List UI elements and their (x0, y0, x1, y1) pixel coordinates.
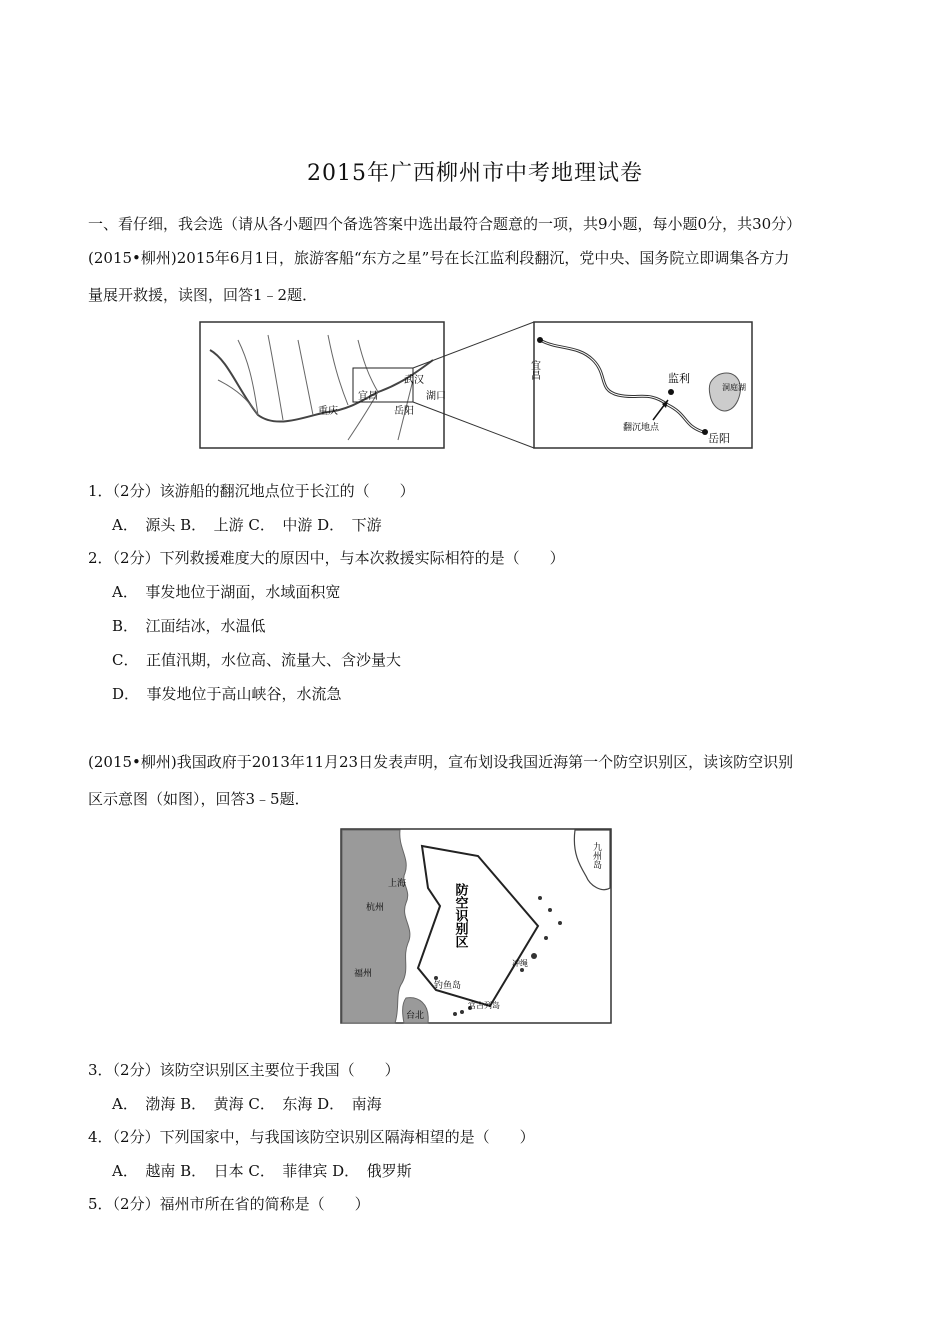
map-label: 岳阳 (394, 406, 414, 417)
question-stem: 1．（2分）该游船的翻沉地点位于长江的（ ） (88, 482, 415, 500)
yangtze-map-figure (198, 320, 754, 450)
map-label: 重庆 (318, 406, 338, 417)
map-label: 宜昌 (358, 391, 378, 402)
question-stem: 3．（2分）该防空识别区主要位于我国（ ） (88, 1061, 400, 1079)
inset-label: 洞庭湖 (722, 383, 746, 392)
map-label: 上海 (388, 879, 407, 889)
map-label: 福州 (354, 969, 373, 979)
map-label: 九州岛 (591, 842, 601, 869)
answer-option: A． 事发地位于湖面，水域面积宽 (112, 583, 341, 601)
section-heading: 一、看仔细，我会选（请从各小题四个备选答案中选出最符合题意的一项，共9小题，每小题0分，共30分） (88, 215, 802, 233)
question-stem: 4．（2分）下列国家中，与我国该防空识别区隔海相望的是（ ） (88, 1128, 535, 1146)
inset-label: 岳阳 (708, 432, 730, 445)
map-label: 钓鱼岛 (434, 981, 462, 991)
zone-label: 防空识别区 (452, 883, 468, 948)
inset-label: 翻沉地点 (623, 423, 660, 433)
intro-text-line: (2015•柳州)2015年6月1日，旅游客船“东方之星”号在长江监利段翻沉，党中央、国务院立即调集各方力 (88, 249, 790, 267)
answer-options: A． 渤海 B． 黄海 C． 东海 D． 南海 (112, 1095, 382, 1113)
map-label: 湖口 (426, 391, 446, 402)
inset-label: 宜昌 (528, 360, 540, 380)
answer-options: A． 越南 B． 日本 C． 菲律宾 D． 俄罗斯 (112, 1162, 412, 1180)
map-label: 杭州 (366, 903, 385, 913)
answer-options: A． 源头 B． 上游 C． 中游 D． 下游 (112, 516, 382, 534)
map-label: 台北 (406, 1011, 425, 1021)
map-label: 冲绳 (512, 959, 528, 968)
intro-text-line: 量展开救援，读图，回答1﹣2题． (88, 286, 318, 304)
answer-option: C． 正值汛期，水位高、流量大、含沙量大 (112, 651, 401, 669)
intro-text-line: (2015•柳州)我国政府于2013年11月23日发表声明，宣布划设我国近海第一个防空识别区，读该防空识别 (88, 753, 794, 771)
inset-label: 监利 (668, 372, 690, 385)
map-label: 宫古列岛 (468, 1001, 500, 1010)
answer-option: D． 事发地位于高山峡谷，水流急 (112, 685, 342, 703)
question-stem: 2．（2分）下列救援难度大的原因中，与本次救援实际相符的是（ ） (88, 549, 565, 567)
page-title: 2015年广西柳州市中考地理试卷 (307, 161, 643, 186)
adiz-map-figure (340, 828, 612, 1024)
question-stem: 5．（2分）福州市所在省的简称是（ ） (88, 1195, 370, 1213)
intro-text-line: 区示意图（如图），回答3﹣5题． (88, 790, 310, 808)
answer-option: B． 江面结冰，水温低 (112, 617, 266, 635)
map-label: 武汉 (404, 375, 424, 386)
